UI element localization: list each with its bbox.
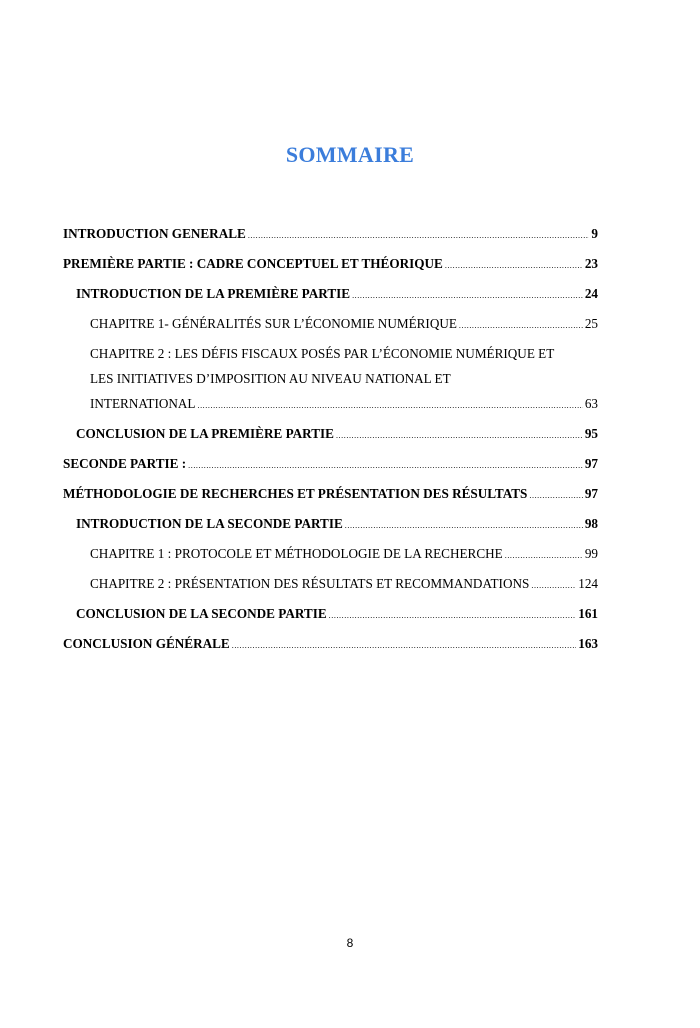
- toc-entry-label: SECONDE PARTIE :: [63, 456, 187, 471]
- toc-entry-page: 9: [591, 226, 598, 241]
- toc-entry-page: 97: [584, 486, 598, 501]
- dot-leader: [188, 461, 583, 470]
- toc-entry-label: CHAPITRE 2 : PRÉSENTATION DES RÉSULTATS ET RECOMMANDATIONS: [90, 576, 530, 591]
- toc-entry-label-line: LES INITIATIVES D’IMPOSITION AU NIVEAU NATIONAL ET: [90, 371, 451, 386]
- toc-entry-page: 24: [584, 286, 598, 301]
- dot-leader: [529, 491, 582, 500]
- dot-leader: [197, 401, 582, 410]
- toc-entry-label: CONCLUSION DE LA SECONDE PARTIE: [76, 606, 327, 621]
- toc-entry-conclusion-generale[interactable]: [63, 636, 598, 666]
- toc-entry-label-line: CHAPITRE 2 : LES DÉFIS FISCAUX POSÉS PAR L’ÉCONOMIE NUMÉRIQUE ET: [90, 346, 555, 361]
- toc-entry-label: INTRODUCTION DE LA PREMIÈRE PARTIE: [76, 286, 351, 301]
- toc-entry-introduction-generale[interactable]: [63, 226, 598, 256]
- toc-entry-intro-seconde-partie[interactable]: [63, 516, 598, 546]
- toc-entry-label: CONCLUSION DE LA PREMIÈRE PARTIE: [76, 426, 334, 441]
- page-number: 8: [346, 936, 354, 950]
- dot-leader: [336, 431, 583, 440]
- toc-entry-page: 63: [584, 396, 598, 411]
- toc-entry-methodologie[interactable]: [63, 486, 598, 516]
- toc-entry-label: CHAPITRE 1- GÉNÉRALITÉS SUR L’ÉCONOMIE NUMÉRIQUE: [90, 316, 457, 331]
- toc-entry-label: MÉTHODOLOGIE DE RECHERCHES ET PRÉSENTATION DES RÉSULTATS: [63, 486, 528, 501]
- toc-entry-page: 98: [584, 516, 598, 531]
- dot-leader: [232, 641, 577, 650]
- toc-entry-page: 124: [578, 576, 598, 591]
- toc-entry-chapitre-1-part2[interactable]: [63, 546, 598, 576]
- toc-entry-intro-premiere-partie[interactable]: [63, 286, 598, 316]
- toc-entry-label: INTRODUCTION DE LA SECONDE PARTIE: [76, 516, 343, 531]
- dot-leader: [345, 521, 583, 530]
- toc-entry-label: CHAPITRE 1 : PROTOCOLE ET MÉTHODOLOGIE DE LA RECHERCHE: [90, 546, 503, 561]
- toc-entry-label: INTRODUCTION GENERALE: [63, 226, 246, 241]
- toc-entry-chapitre-1-part1[interactable]: [63, 316, 598, 346]
- toc-entry-label: CONCLUSION GÉNÉRALE: [63, 636, 230, 651]
- dot-leader: [459, 321, 583, 330]
- toc-entry-page: 23: [584, 256, 598, 271]
- toc-entry-page: 97: [584, 456, 598, 471]
- toc-entry-page: 163: [578, 636, 598, 651]
- toc-entry-label-line: INTERNATIONAL: [90, 396, 196, 411]
- toc-entry-chapitre-2-part1[interactable]: [63, 346, 598, 426]
- toc-entry-conclusion-seconde-partie[interactable]: [63, 606, 598, 636]
- dot-leader: [505, 551, 583, 560]
- toc-entry-label: PREMIÈRE PARTIE : CADRE CONCEPTUEL ET THÉORIQUE: [63, 256, 443, 271]
- toc-entry-page: 161: [578, 606, 598, 621]
- toc-entry-seconde-partie[interactable]: [63, 456, 598, 486]
- dot-leader: [248, 231, 590, 240]
- toc-entry-premiere-partie[interactable]: [63, 256, 598, 286]
- toc-entry-chapitre-2-part2[interactable]: [63, 576, 598, 606]
- toc-entry-conclusion-premiere-partie[interactable]: [63, 426, 598, 456]
- toc-entry-page: 95: [584, 426, 598, 441]
- dot-leader: [329, 611, 577, 620]
- toc-entry-page: 25: [584, 316, 598, 331]
- dot-leader: [445, 261, 583, 270]
- page-title: SOMMAIRE: [285, 142, 415, 167]
- table-of-contents: [63, 226, 598, 666]
- dot-leader: [531, 581, 576, 590]
- toc-entry-page: 99: [584, 546, 598, 561]
- dot-leader: [352, 291, 583, 300]
